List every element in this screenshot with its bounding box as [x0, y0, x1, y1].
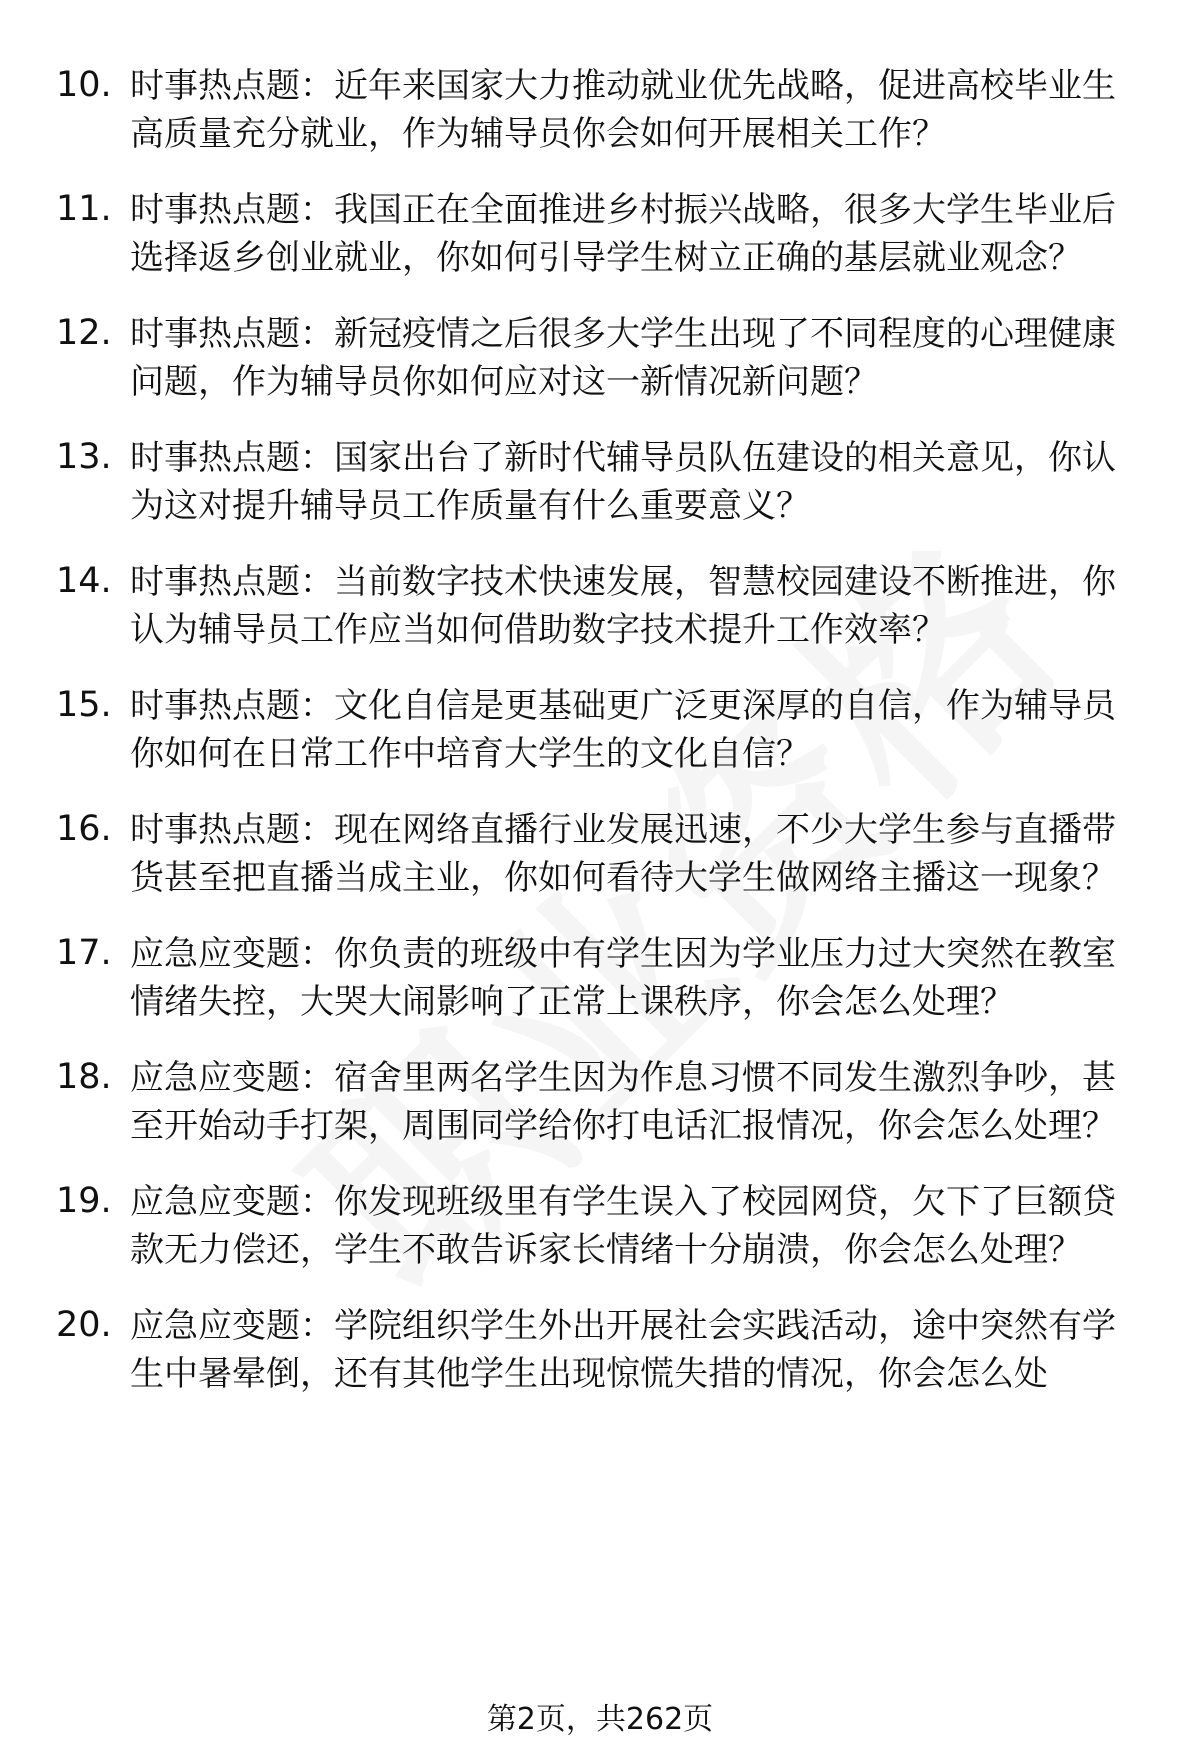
question-text: 时事热点题：近年来国家大力推动就业优先战略，促进高校毕业生高质量充分就业，作为辅导员你会如何开展相关工作？ — [130, 66, 1116, 154]
question-item — [56, 1302, 1146, 1398]
question-number: 14. — [56, 561, 112, 601]
question-text: 时事热点题：当前数字技术快速发展，智慧校园建设不断推进，你认为辅导员工作应当如何借助数字技术提升工作效率？ — [130, 562, 1116, 650]
question-number: 17. — [56, 933, 112, 973]
question-number: 11. — [56, 189, 112, 229]
question-number: 12. — [56, 313, 112, 353]
question-number: 18. — [56, 1057, 112, 1097]
question-number: 20. — [56, 1305, 112, 1345]
question-item — [56, 1054, 1146, 1150]
question-item — [56, 930, 1146, 1026]
question-item — [56, 682, 1146, 778]
question-number: 10. — [56, 65, 112, 105]
question-text: 应急应变题：学院组织学生外出开展社会实践活动，途中突然有学生中暑晕倒，还有其他学生出现惊慌失措的情况，你会怎么处 — [130, 1306, 1116, 1394]
question-text: 应急应变题：你发现班级里有学生误入了校园网贷，欠下了巨额贷款无力偿还，学生不敢告诉家长情绪十分崩溃，你会怎么处理？ — [130, 1182, 1116, 1270]
question-list — [56, 62, 1146, 1426]
question-item — [56, 62, 1146, 158]
question-number: 19. — [56, 1181, 112, 1221]
question-item — [56, 186, 1146, 282]
question-item — [56, 434, 1146, 530]
question-text: 时事热点题：现在网络直播行业发展迅速，不少大学生参与直播带货甚至把直播当成主业，你如何看待大学生做网络主播这一现象？ — [130, 810, 1116, 898]
question-item — [56, 310, 1146, 406]
question-text: 时事热点题：文化自信是更基础更广泛更深厚的自信，作为辅导员你如何在日常工作中培育大学生的文化自信？ — [130, 686, 1116, 774]
page-footer: 第2页，共262页 — [486, 1702, 714, 1737]
question-text: 时事热点题：国家出台了新时代辅导员队伍建设的相关意见，你认为这对提升辅导员工作质量有什么重要意义？ — [130, 438, 1116, 526]
question-item — [56, 806, 1146, 902]
question-text: 应急应变题：宿舍里两名学生因为作息习惯不同发生激烈争吵，甚至开始动手打架，周围同学给你打电话汇报情况，你会怎么处理？ — [130, 1058, 1116, 1146]
question-text: 时事热点题：我国正在全面推进乡村振兴战略，很多大学生毕业后选择返乡创业就业，你如何引导学生树立正确的基层就业观念？ — [130, 190, 1116, 278]
question-number: 16. — [56, 809, 112, 849]
question-number: 15. — [56, 685, 112, 725]
question-item — [56, 558, 1146, 654]
question-text: 应急应变题：你负责的班级中有学生因为学业压力过大突然在教室情绪失控，大哭大闹影响了正常上课秩序，你会怎么处理？ — [130, 934, 1116, 1022]
question-text: 时事热点题：新冠疫情之后很多大学生出现了不同程度的心理健康问题，作为辅导员你如何应对这一新情况新问题？ — [130, 314, 1116, 402]
question-number: 13. — [56, 437, 112, 477]
question-item — [56, 1178, 1146, 1274]
